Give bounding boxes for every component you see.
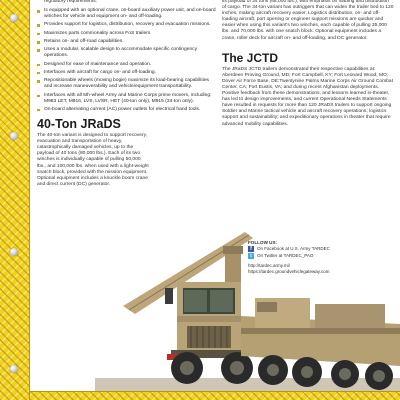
diamond-plate-border [0, 0, 30, 400]
url-tardec[interactable]: http://tardec.army.mil [248, 263, 290, 268]
variant-34ton-text: its payload of 34 tons (68,000 lbs.), with emphasis on loading and distribution of cargo. The 34-ton variant has outriggers that can widen the trailer bed to 120 inches, making aircraft recovery easier. Logistics distribution, on- and off-loading aircraft, port opening or engineer support missions are quicker and easier when using this variant's two winches, each capable of pulling 35,000 lbs. and 70,000 lbs. with one snatch block. Optional equipment includes a crane, roller deck for aircraft on- and off-loading, and DC generator. [222, 0, 394, 41]
lead-text: regulatory requirements. [44, 0, 98, 4]
facebook-icon: f [248, 246, 254, 252]
rivet-icon [10, 248, 18, 256]
right-column [222, 0, 394, 128]
list-item: Provides support for logistics, distribution, recovery and evacuation missions. [37, 22, 217, 28]
list-item: Interfaces with all 5th-wheel Army and Marine Corps prime movers, including: M983 LET, M916, LVS, LVSR, HET (40-ton only), M915 (34-ton only). [37, 93, 217, 105]
section-title-jctd: The JCTD [222, 50, 279, 65]
diamond-plate-bottom-strip [30, 391, 400, 400]
twitter-icon: t [248, 253, 254, 259]
list-item: Repositionable wheels (moving bogie) maximize its load-bearing capabilities and increase maneuverability and vehicle/equipment transportability. [37, 78, 217, 90]
rivet-icon [10, 14, 18, 22]
list-item: On-board alternating current (AC) power outlets for electrical hand tools. [37, 107, 217, 113]
follow-us-block [248, 240, 400, 275]
facebook-text: On Facebook at U.S. Army TARDEC [257, 246, 330, 251]
follow-us-heading: FOLLOW US: [248, 240, 278, 245]
left-column [37, 0, 217, 188]
list-item: Retains on- and off-road capabilities. [37, 39, 217, 45]
twitter-text: On Twitter at TARDEC_PAO [257, 253, 314, 258]
section-body-40ton: The 40-ton variant is designed to support recovery, evacuation and transportation of heavy, catastrophically damaged vehicles, up to the payload of 40 tons (80,000 lbs.). Each of its two winches is individually capable of pulling 50,000 lbs., and 100,000 lbs. when used with a light-weight snatch block, provided with the mission equipment. Optional equipment includes a knuckle boom crane and direct current (DC) generator. [37, 133, 149, 187]
feature-list [37, 8, 217, 113]
rivet-icon [10, 365, 18, 373]
section-body-jctd: The JRaDS JCTD trailers demonstrated their respective capabilities at: Aberdeen Proving Ground, MD; Fort Campbell, KY; Fort Leonard Wood, MO; Dover Air Force Base, DE;Twentynine Palms Marine Corps Air Ground Combat Center, CA; Fort Eustis, VA; and during recent Afghanistan deployments. Positive feedback from these demonstrations, and lessons learned in-theater, has led to design improvements, and current Operational Needs Statements have resulted in requests for more than 120 JRaDS trailers to support ongoing Soldier and Marine tactical vehicle and aircraft recovery operations; logistics support and sustainability; and expeditionary operations in theater that require advanced mobility capabilities. [222, 66, 393, 127]
section-title-40ton: 40-Ton JRaDS [37, 117, 121, 132]
list-item: Uses a modular, scalable design to accommodate specific contingency operations. [37, 47, 217, 59]
list-item: Is equipped with an optional crane, on-board auxiliary power unit, and on-board winches for vehicle and equipment on- and off-loading. [37, 8, 217, 20]
list-item: Interfaces with aircraft for cargo on- and off-loading. [37, 70, 217, 76]
facebook-link[interactable] [248, 246, 400, 252]
list-item: Designed for ease of maintenance and operation. [37, 62, 217, 68]
url-gateway[interactable]: https://tardec.groundvehiclegateway.com [248, 269, 330, 274]
list-item: Maximizes parts commonality across FoS trailers [37, 31, 217, 37]
rivet-icon [10, 132, 18, 140]
